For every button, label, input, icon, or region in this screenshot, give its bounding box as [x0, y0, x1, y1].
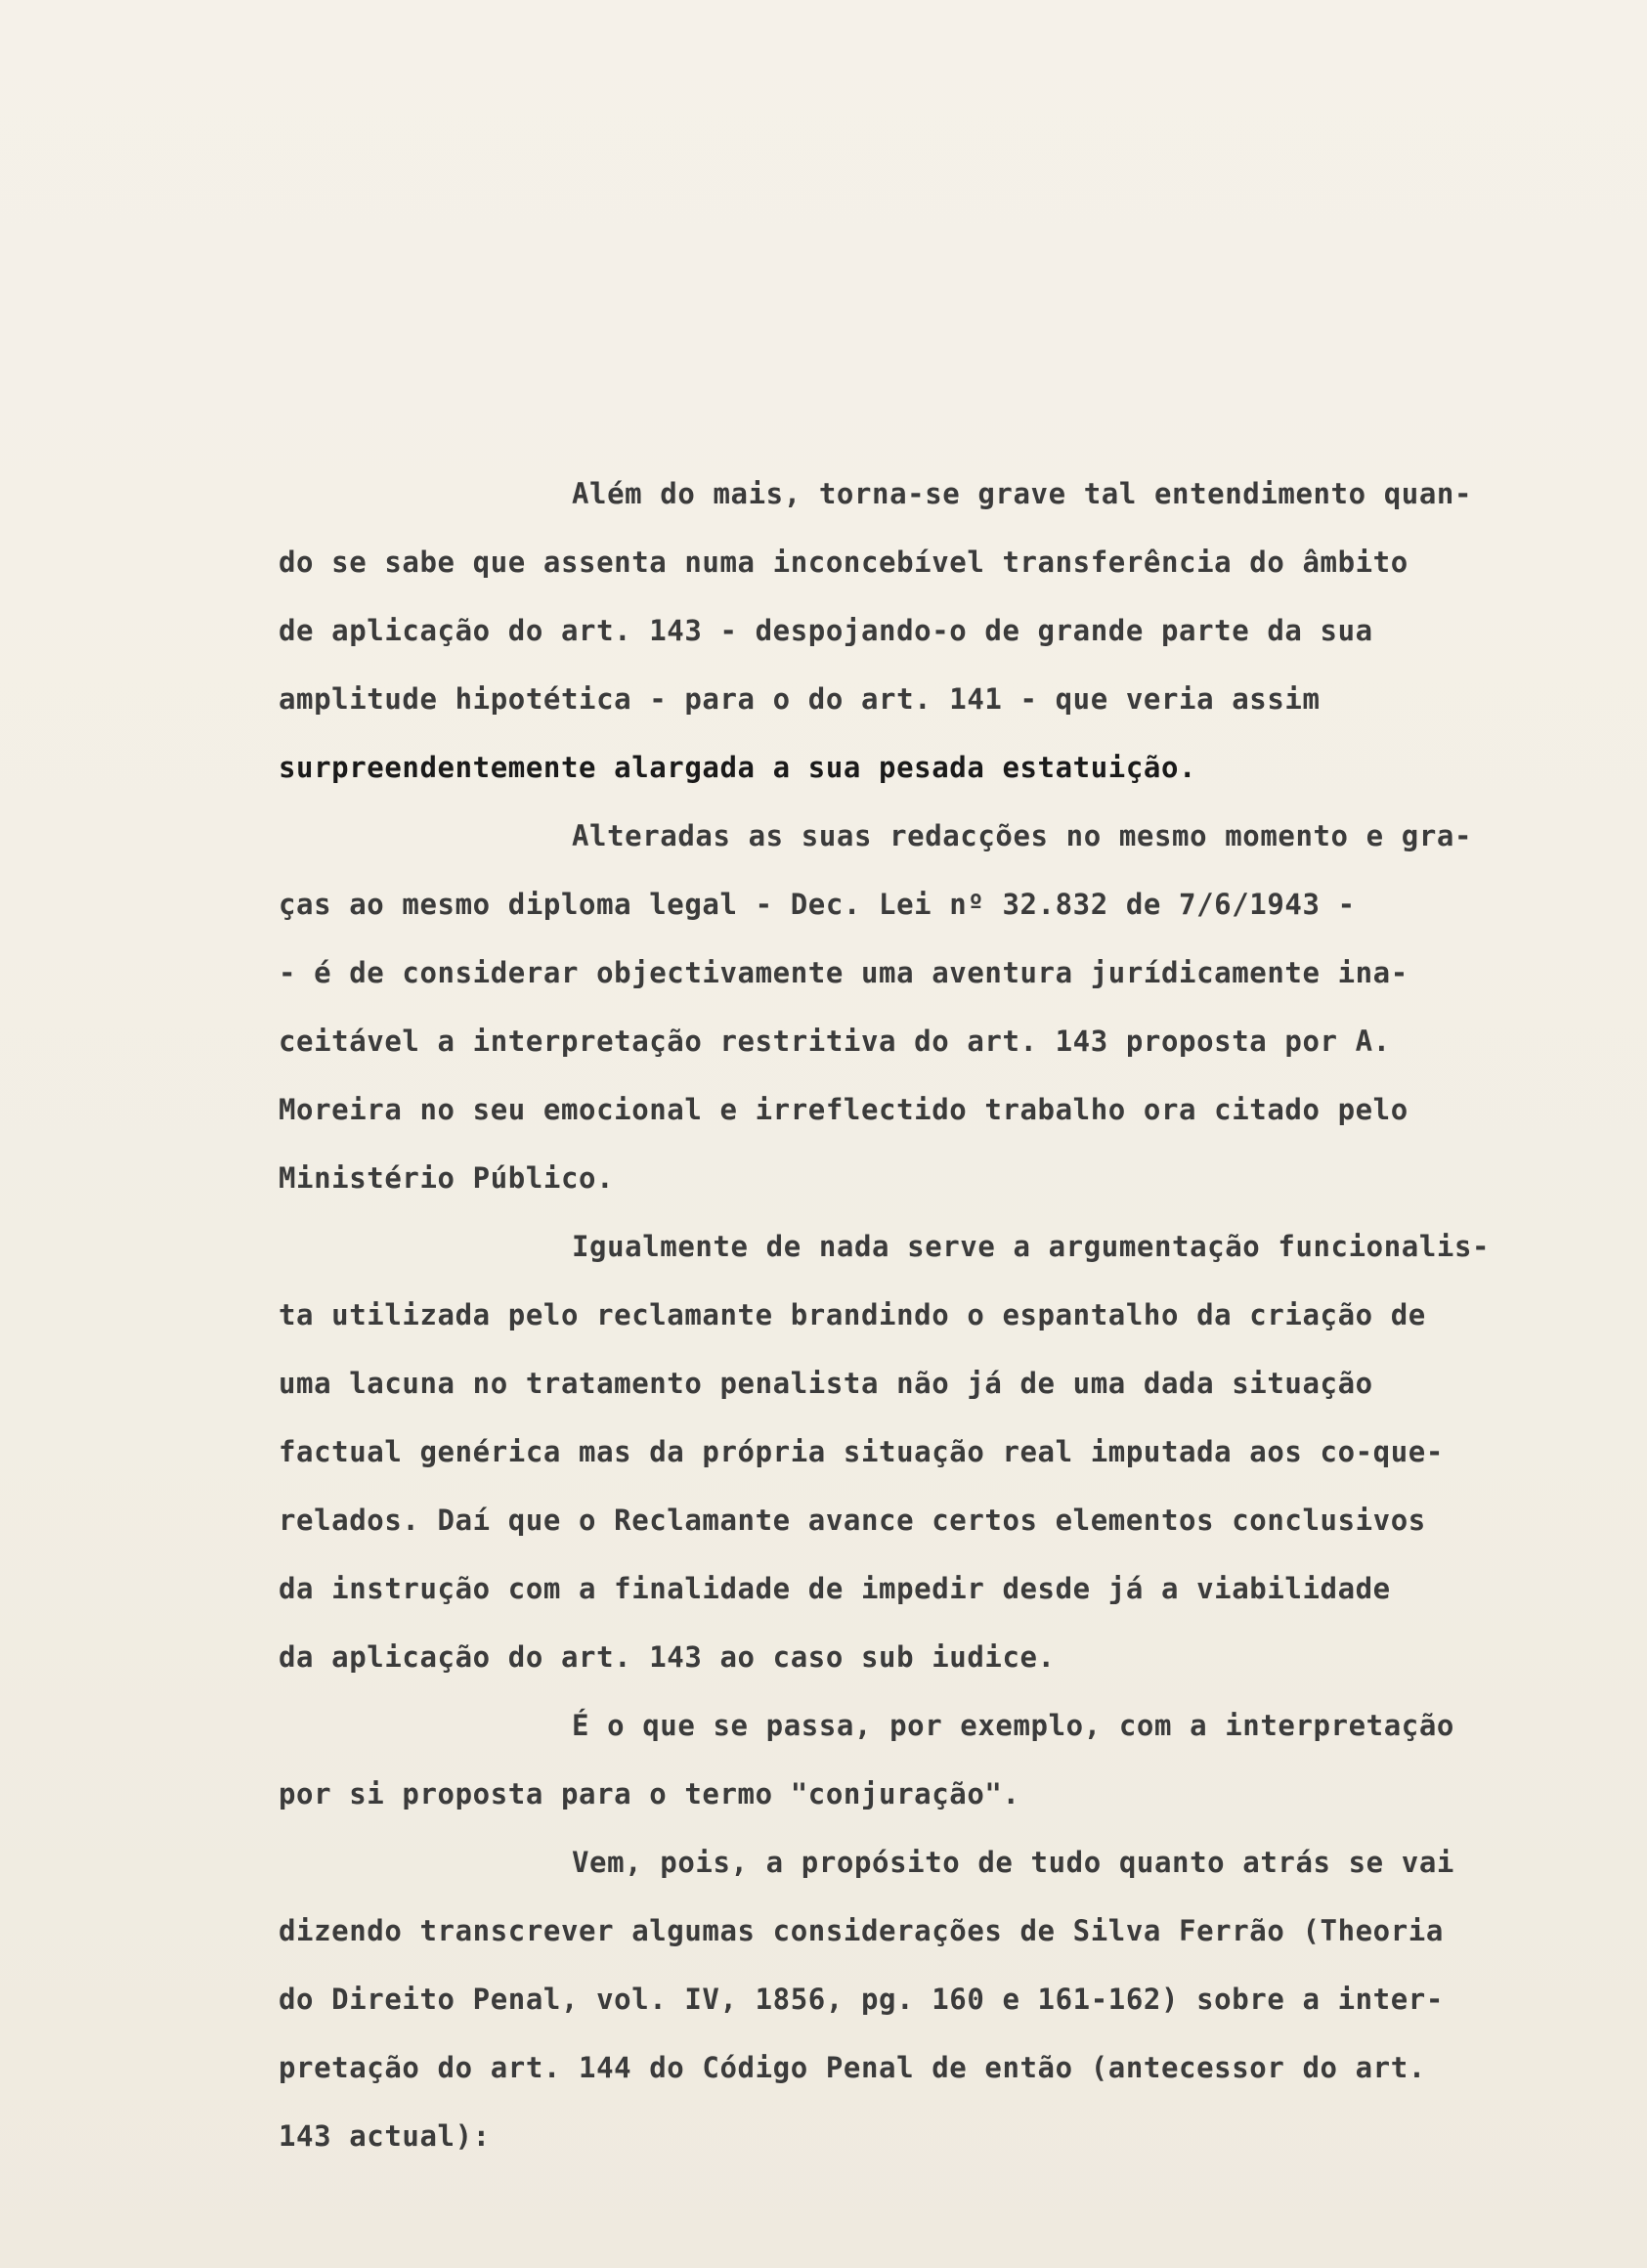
- text-line: factual genérica mas da própria situação real imputada aos co-que-: [279, 1435, 1444, 1468]
- text-line: dizendo transcrever algumas considerações de Silva Ferrão (Theoria: [279, 1914, 1444, 1947]
- text-line: uma lacuna no tratamento penalista não já de uma dada situação: [279, 1367, 1373, 1400]
- text-line: do Direito Penal, vol. IV, 1856, pg. 160 e 161-162) sobre a inter-: [279, 1983, 1444, 2016]
- text-line: Alteradas as suas redacções no mesmo momento e gra-: [572, 819, 1473, 852]
- text-line: ta utilizada pelo reclamante brandindo o espantalho da criação de: [279, 1298, 1426, 1331]
- text-line: amplitude hipotética - para o do art. 141 - que veria assim: [279, 682, 1321, 716]
- text-line: 143 actual):: [279, 2119, 491, 2153]
- text-line: Ministério Público.: [279, 1161, 615, 1195]
- text-line: ças ao mesmo diploma legal - Dec. Lei nº 32.832 de 7/6/1943 -: [279, 888, 1356, 921]
- text-line: relados. Daí que o Reclamante avance certos elementos conclusivos: [279, 1504, 1426, 1537]
- text-line: Moreira no seu emocional e irreflectido trabalho ora citado pelo: [279, 1093, 1409, 1126]
- text-line: - é de considerar objectivamente uma aventura jurídicamente ina-: [279, 956, 1409, 989]
- text-line: Além do mais, torna-se grave tal entendimento quan-: [572, 477, 1473, 510]
- text-line: pretação do art. 144 do Código Penal de então (antecessor do art.: [279, 2051, 1426, 2084]
- text-line: por si proposta para o termo "conjuração".: [279, 1777, 1020, 1810]
- text-line: É o que se passa, por exemplo, com a interpretação: [572, 1709, 1454, 1742]
- text-line: da aplicação do art. 143 ao caso sub iudice.: [279, 1640, 1056, 1674]
- text-line: surpreendentemente alargada a sua pesada estatuição.: [279, 751, 1197, 784]
- text-line: ceitável a interpretação restritiva do art. 143 proposta por A.: [279, 1025, 1391, 1058]
- text-line: de aplicação do art. 143 - despojando-o de grande parte da sua: [279, 614, 1373, 647]
- text-line: da instrução com a finalidade de impedir desde já a viabilidade: [279, 1572, 1391, 1605]
- text-line: Igualmente de nada serve a argumentação funcionalis-: [572, 1230, 1491, 1263]
- text-line: Vem, pois, a propósito de tudo quanto atrás se vai: [572, 1846, 1454, 1879]
- document-body: [279, 459, 1613, 2170]
- text-line: do se sabe que assenta numa inconcebível transferência do âmbito: [279, 545, 1409, 579]
